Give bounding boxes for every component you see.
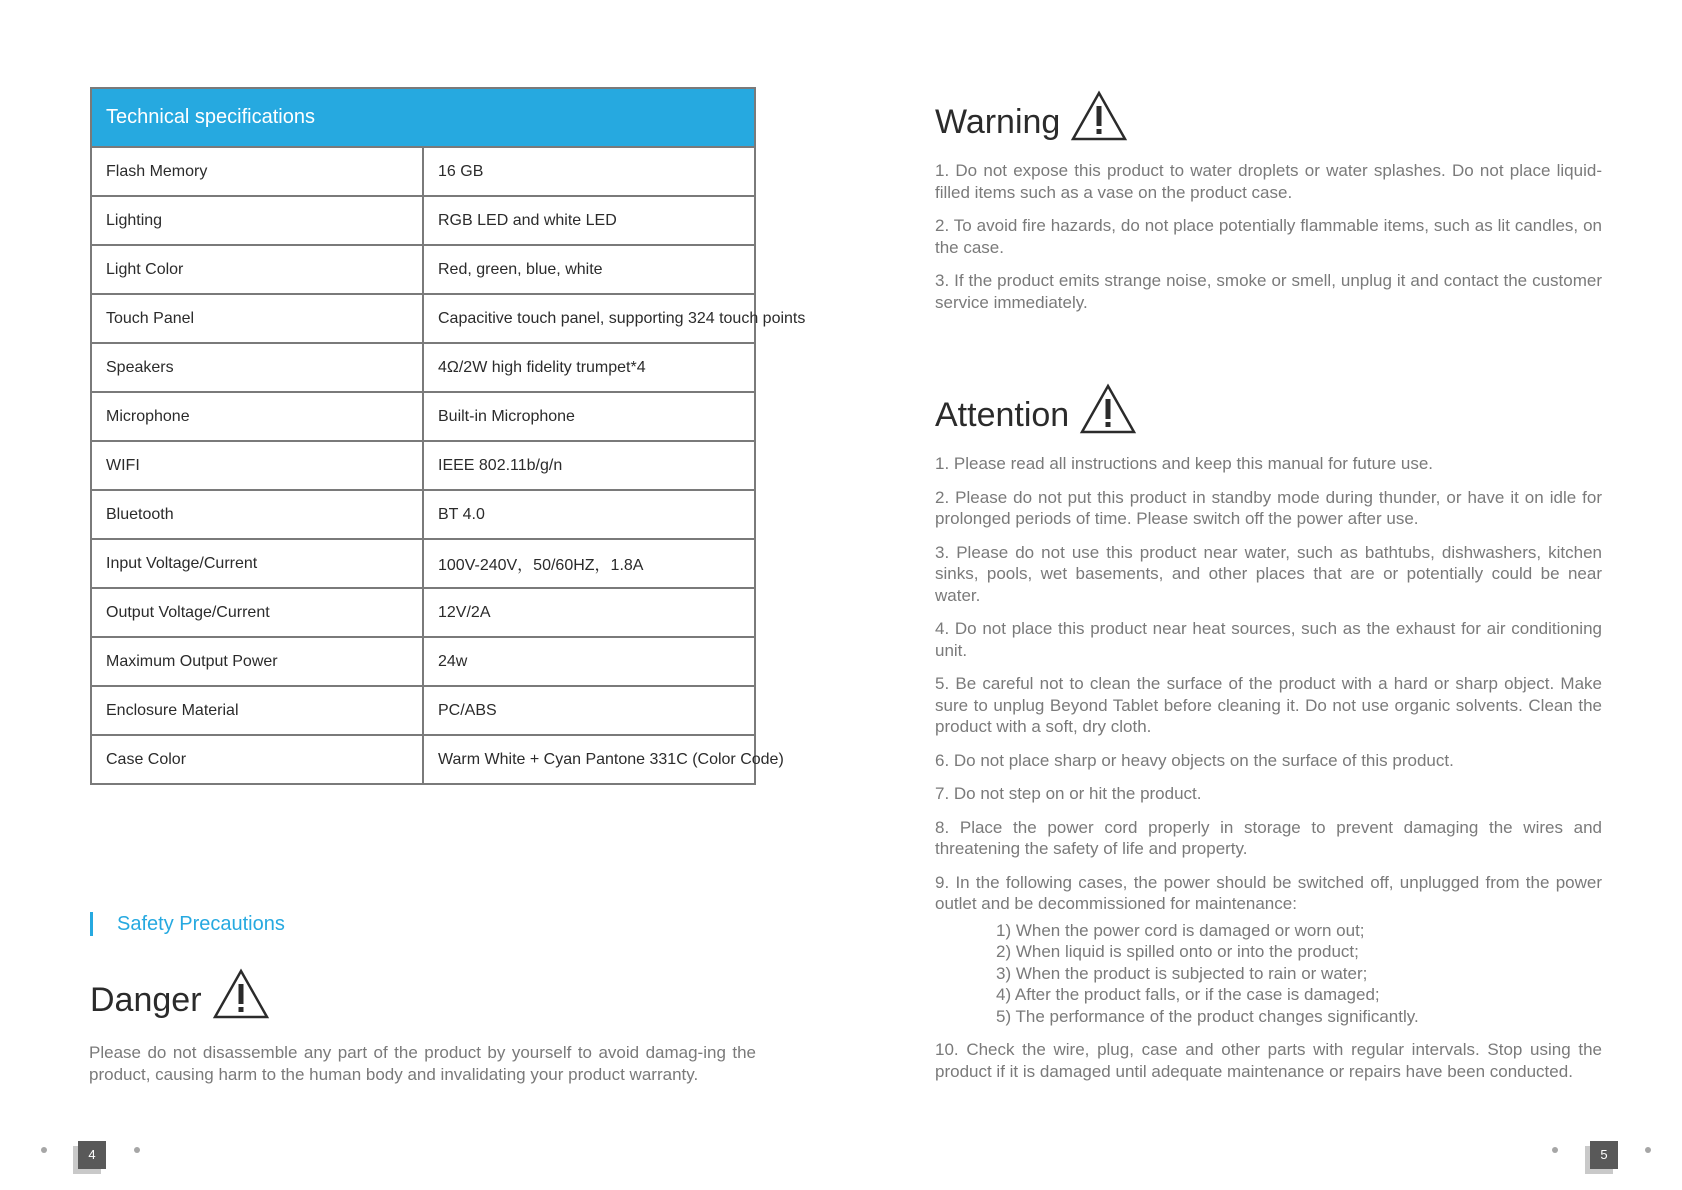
sub-list-item: 4) After the product falls, or if the case is damaged; xyxy=(996,985,1380,1004)
spec-value: Red, green, blue, white xyxy=(423,245,755,294)
page-dot-left xyxy=(41,1147,47,1153)
spec-table xyxy=(90,87,806,785)
page-dot-right xyxy=(1645,1147,1651,1153)
list-item-text: 9. In the following cases, the power should be switched off, unplugged from the power outlet and be decommissioned for maintenance: xyxy=(935,872,1602,913)
sub-list xyxy=(935,920,1602,1028)
danger-title: Danger xyxy=(90,981,202,1019)
list-item xyxy=(935,872,1602,1028)
spec-label: Flash Memory xyxy=(91,147,423,196)
danger-text: Please do not disassemble any part of the product by yourself to avoid damag-ing the product, causing harm to the human body and invalidating your product warranty. xyxy=(89,1043,756,1084)
page-number: 4 xyxy=(78,1141,106,1169)
spec-label: Touch Panel xyxy=(91,294,423,343)
spec-value: 4Ω/2W high fidelity trumpet*4 xyxy=(423,343,755,392)
list-item: 5. Be careful not to clean the surface of the product with a hard or sharp object. Make sure to unplug Beyond Tablet before cleaning it. Do not use organic solvents. Clean the product with a soft, dry cloth. xyxy=(935,674,1602,736)
spec-label: Case Color xyxy=(91,735,423,784)
spec-label: Bluetooth xyxy=(91,490,423,539)
sub-list-item: 3) When the product is subjected to rain or water; xyxy=(996,963,1368,983)
warning-triangle-icon xyxy=(1070,90,1128,142)
spec-value: Built-in Microphone xyxy=(423,392,755,441)
table-row xyxy=(91,196,755,245)
spec-label: Maximum Output Power xyxy=(91,637,423,686)
spec-table-title: Technical specifications xyxy=(91,88,755,147)
sub-list-item: 5) The performance of the product changes significantly. xyxy=(996,1006,1419,1026)
warning-triangle-icon xyxy=(212,968,270,1020)
warning-title: Warning xyxy=(935,103,1061,141)
table-row xyxy=(91,147,755,196)
list-item: 7. Do not step on or hit the product. xyxy=(935,784,1202,803)
list-item: 1. Please read all instructions and keep this manual for future use. xyxy=(935,454,1434,473)
spec-value: 12V/2A xyxy=(423,588,755,637)
table-row xyxy=(91,686,755,735)
list-item: 8. Place the power cord properly in storage to prevent damaging the wires and threatening the safety of life and property. xyxy=(935,817,1602,858)
page-dot-left xyxy=(1552,1147,1558,1153)
spec-label: Speakers xyxy=(91,343,423,392)
list-item: 1. Do not expose this product to water droplets or water splashes. Do not place liquid-filled items such as a vase on the product case. xyxy=(935,161,1602,202)
table-row xyxy=(91,490,755,539)
spec-label: Output Voltage/Current xyxy=(91,588,423,637)
table-row xyxy=(91,294,755,343)
spec-value: 24w xyxy=(423,637,755,686)
table-row xyxy=(91,392,755,441)
table-row xyxy=(91,588,755,637)
table-row xyxy=(91,245,755,294)
warning-triangle-icon xyxy=(1079,383,1137,435)
danger-heading xyxy=(90,966,270,1020)
list-item: 3. Please do not use this product near water, such as bathtubs, dishwashers, kitchen sinks, pools, wet basements, and other places that are or potentially could be near water. xyxy=(935,542,1602,605)
spec-label: Light Color xyxy=(91,245,423,294)
list-item: 4. Do not place this product near heat sources, such as the exhaust for air conditioning unit. xyxy=(935,619,1602,660)
table-row xyxy=(91,637,755,686)
sub-list-item: 2) When liquid is spilled onto or into the product; xyxy=(996,942,1359,961)
spec-label: Input Voltage/Current xyxy=(91,539,423,588)
table-row xyxy=(91,735,755,784)
list-item: 2. To avoid fire hazards, do not place potentially flammable items, such as lit candles, on the case. xyxy=(935,216,1602,257)
list-item: 3. If the product emits strange noise, smoke or smell, unplug it and contact the customer service immediately. xyxy=(935,271,1602,312)
attention-list xyxy=(935,453,1602,1094)
spec-value: BT 4.0 xyxy=(423,490,755,539)
table-row xyxy=(91,441,755,490)
spec-value: RGB LED and white LED xyxy=(423,196,755,245)
spec-value: 16 GB xyxy=(423,147,755,196)
table-row xyxy=(91,343,755,392)
warning-heading xyxy=(935,88,1128,142)
spec-label: WIFI xyxy=(91,441,423,490)
spec-label: Microphone xyxy=(91,392,423,441)
warning-list xyxy=(935,160,1602,325)
spec-value: 100V-240V，50/60HZ，1.8A xyxy=(423,539,755,588)
list-item: 10. Check the wire, plug, case and other parts with regular intervals. Stop using the product if it is damaged until adequate maintenance or repairs have been conducted. xyxy=(935,1040,1602,1081)
right-page xyxy=(841,0,1682,1190)
safety-precautions-label: Safety Precautions xyxy=(90,912,285,936)
spec-value: Warm White + Cyan Pantone 331C (Color Code) xyxy=(438,750,784,768)
spec-label: Enclosure Material xyxy=(91,686,423,735)
page-dot-right xyxy=(134,1147,140,1153)
attention-title: Attention xyxy=(935,396,1070,434)
attention-heading xyxy=(935,381,1137,435)
list-item: 2. Please do not put this product in standby mode during thunder, or have it on idle for prolonged periods of time. Please switch off the power after use. xyxy=(935,487,1602,528)
page-number: 5 xyxy=(1590,1141,1618,1169)
spec-value: IEEE 802.11b/g/n xyxy=(423,441,755,490)
list-item: 6. Do not place sharp or heavy objects on the surface of this product. xyxy=(935,750,1454,770)
spec-value: Capacitive touch panel, supporting 324 touch points xyxy=(423,294,755,343)
spec-label: Lighting xyxy=(91,196,423,245)
table-row xyxy=(91,539,755,588)
spec-value: PC/ABS xyxy=(423,686,755,735)
sub-list-item: 1) When the power cord is damaged or worn out; xyxy=(996,920,1365,940)
